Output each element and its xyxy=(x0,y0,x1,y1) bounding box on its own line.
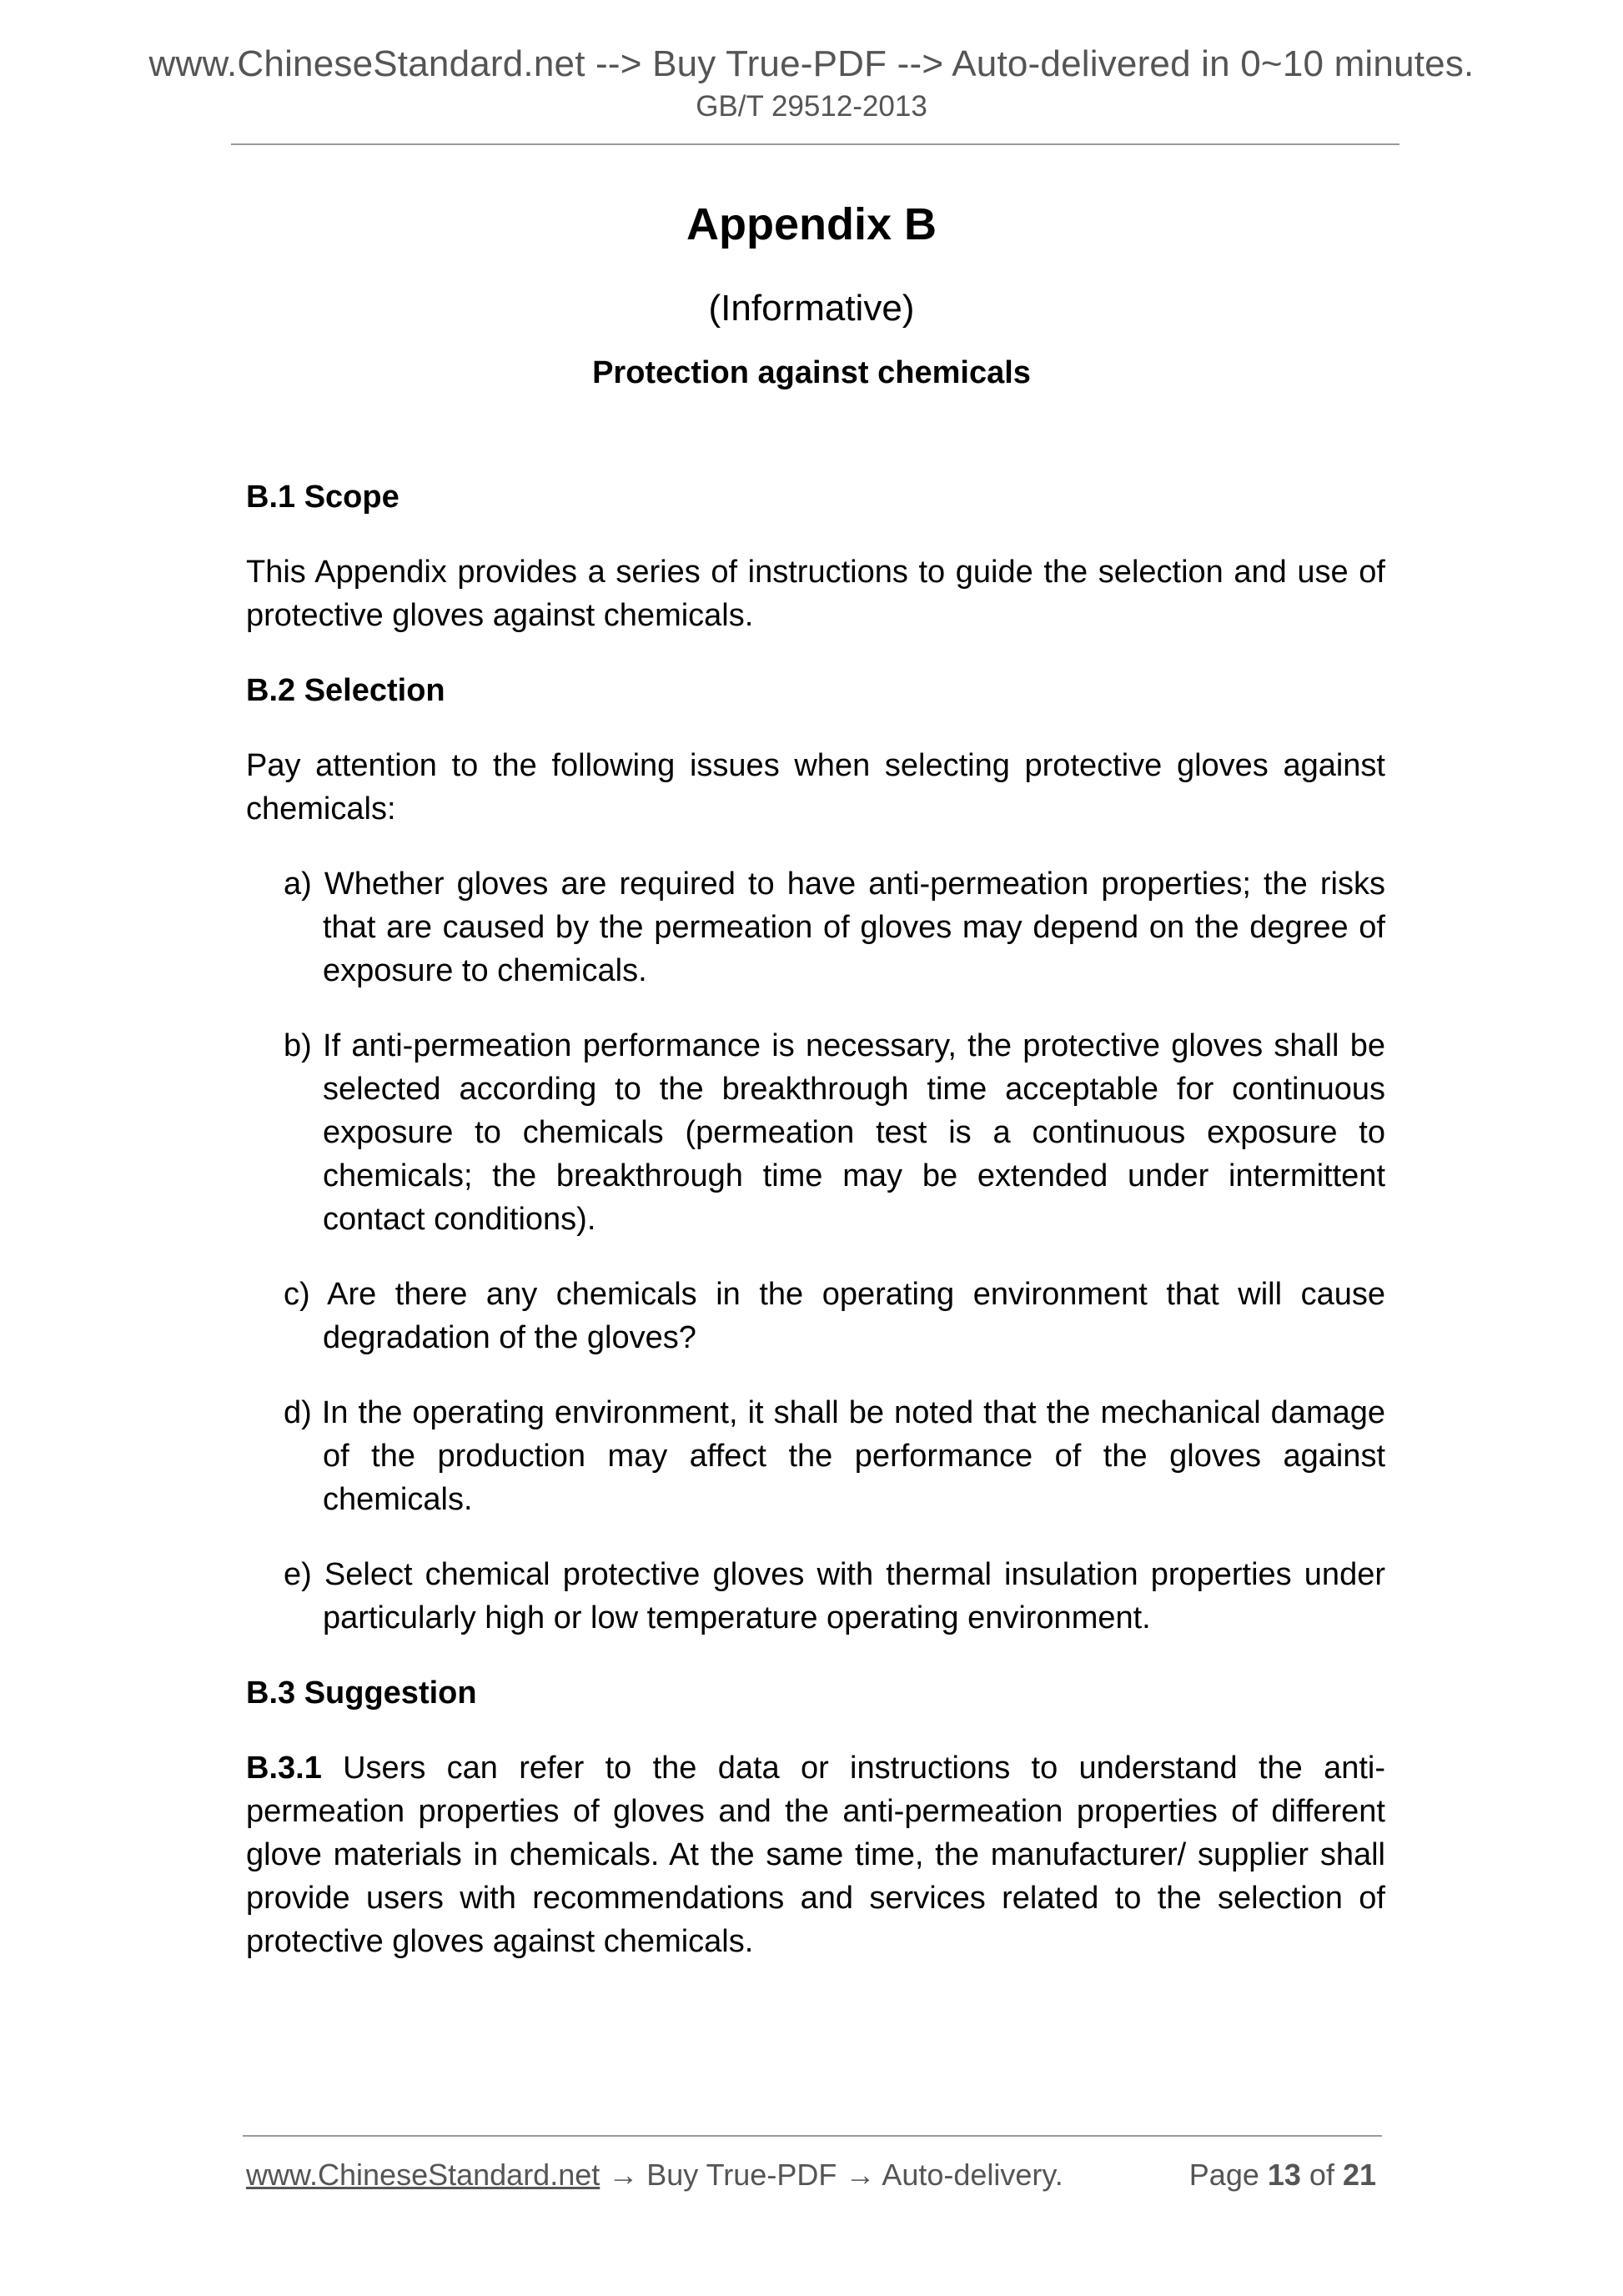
header-banner: www.ChineseStandard.net --> Buy True-PDF --> Auto-delivered in 0~10 minutes. xyxy=(148,43,1475,84)
list-item: d) In the operating environment, it shall be noted that the mechanical damage of the production may affect the performance of the gloves against chemicals. xyxy=(284,1395,1385,1517)
document-body xyxy=(246,475,1385,1963)
page-of: of xyxy=(1300,2158,1343,2192)
page-footer xyxy=(246,2158,1376,2193)
page-label: Page xyxy=(1188,2158,1268,2192)
section-b31-text: Users can refer to the data or instructions to understand the anti-permeation properties of gloves and the anti-permeation properties of different glove materials in chemicals. At the same time, the manufacturer/ supplier shall provide users with recommendations and services related to the selection of protective gloves against chemicals. xyxy=(246,1751,1385,1959)
section-b1-heading: B.1 Scope xyxy=(246,480,399,515)
section-b3-heading: B.3 Suggestion xyxy=(246,1676,477,1711)
page-indicator xyxy=(1189,2158,1376,2193)
page-current: 13 xyxy=(1267,2158,1301,2192)
section-b31-label: B.3.1 xyxy=(246,1751,322,1786)
page-total: 21 xyxy=(1342,2158,1376,2192)
section-b2-intro: Pay attention to the following issues when selecting protective gloves against chemicals: xyxy=(246,748,1385,826)
list-item: c) Are there any chemicals in the operating environment that will cause degradation of the gloves? xyxy=(284,1277,1385,1355)
standard-code: GB/T 29512-2013 xyxy=(696,90,927,123)
footer-divider xyxy=(243,2135,1382,2137)
section-b2-heading: B.2 Selection xyxy=(246,673,445,708)
footer-site-link[interactable]: www.ChineseStandard.net xyxy=(246,2158,600,2192)
selection-list xyxy=(246,862,1385,1640)
footer-tagline: → Buy True-PDF → Auto-delivery. xyxy=(600,2158,1063,2192)
header-divider xyxy=(231,143,1399,145)
list-item: e) Select chemical protective gloves with thermal insulation properties under particularly high or low temperature operating environment. xyxy=(284,1557,1385,1635)
appendix-title: Appendix B xyxy=(686,199,937,249)
appendix-topic: Protection against chemicals xyxy=(592,355,1031,390)
list-item: a) Whether gloves are required to have anti-permeation properties; the risks that are caused by the permeation of gloves may depend on the degree of exposure to chemicals. xyxy=(284,867,1385,988)
appendix-subtitle: (Informative) xyxy=(708,288,915,329)
list-item: b) If anti-permeation performance is necessary, the protective gloves shall be selected according to the breakthrough time acceptable for continuous exposure to chemicals (permeation test is a continuous exposure to chemicals; the breakthrough time may be extended under intermittent contact conditions). xyxy=(284,1028,1385,1237)
section-b31-paragraph xyxy=(246,1746,1385,1963)
section-b1-text: This Appendix provides a series of instructions to guide the selection and use of protective gloves against chemicals. xyxy=(246,555,1385,633)
